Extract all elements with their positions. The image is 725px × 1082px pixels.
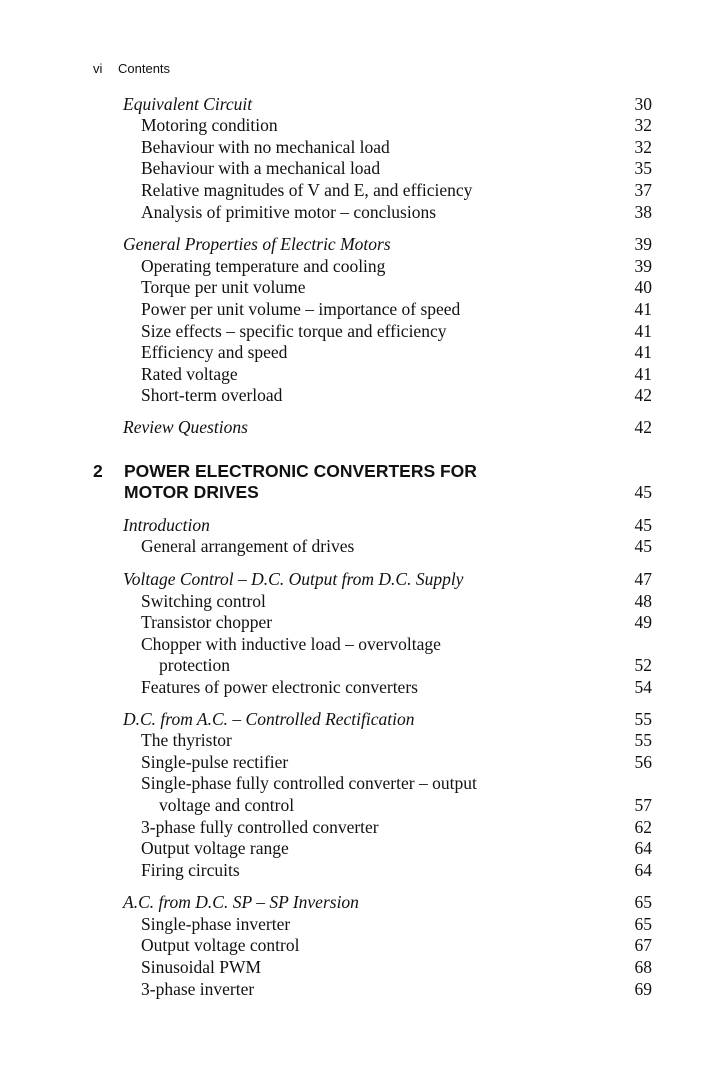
- toc-entry-sub: [0, 298, 725, 320]
- toc-entry-title: Motoring condition: [141, 115, 278, 135]
- toc-entry-title: Firing circuits: [141, 860, 240, 880]
- toc-entry-title: Equivalent Circuit: [123, 94, 253, 114]
- toc-entry-title: The thyristor: [141, 730, 232, 750]
- toc-entry-sub: [0, 934, 725, 956]
- toc-entry-title: A.C. from D.C. SP – SP Inversion: [123, 892, 359, 912]
- toc-entry-page: 57: [634, 795, 652, 815]
- toc-entry-page: 62: [634, 817, 652, 837]
- toc-entry-page: 32: [634, 137, 652, 157]
- toc-entry-title: voltage and control: [159, 795, 295, 815]
- toc-entry-title: Analysis of primitive motor – conclusions: [141, 202, 437, 222]
- toc-entry-page: 65: [634, 892, 652, 912]
- toc-entry-sub: [0, 114, 725, 136]
- toc-entry-title: Output voltage range: [141, 838, 289, 858]
- toc-entry-page: 38: [634, 202, 652, 222]
- toc-entry-sub: [0, 179, 725, 201]
- toc-entry-sub: [0, 676, 725, 698]
- toc-entry-page: 56: [634, 752, 652, 772]
- toc-entry-page: 32: [634, 115, 652, 135]
- toc-entry-title: Torque per unit volume: [141, 277, 306, 297]
- toc-entry-title: protection: [159, 655, 230, 675]
- chapter-number: 2: [93, 461, 103, 481]
- toc-entry-title: Chopper with inductive load – overvoltage: [141, 634, 441, 654]
- toc-entry-title: Single-phase fully controlled converter – output: [141, 773, 477, 793]
- toc-entry-title: Power per unit volume – importance of speed: [141, 299, 461, 319]
- toc-entry-page: 42: [634, 385, 652, 405]
- toc-entry-title: D.C. from A.C. – Controlled Rectification: [123, 709, 415, 729]
- toc-entry-title: Output voltage control: [141, 935, 300, 955]
- toc-entry-title: Rated voltage: [141, 364, 238, 384]
- toc-entry-sub: [0, 751, 725, 773]
- toc-entry-sub: [0, 590, 725, 612]
- toc-entry-chapter-cont: [0, 481, 725, 503]
- toc-entry-page: 45: [634, 536, 652, 556]
- toc-entry-title: POWER ELECTRONIC CONVERTERS FOR: [124, 461, 477, 481]
- toc-entry-section: [0, 891, 725, 913]
- toc-entry-sub: [0, 729, 725, 751]
- toc-entry-section: [0, 514, 725, 536]
- toc-entry-page: 39: [634, 256, 652, 276]
- toc-entry-cont: [0, 794, 725, 816]
- page-number: vi: [93, 61, 103, 76]
- toc-entry-page: 41: [634, 342, 652, 362]
- toc-entry-title: General arrangement of drives: [141, 536, 355, 556]
- toc-entry-page: 35: [634, 158, 652, 178]
- toc-entry-sub: [0, 201, 725, 223]
- toc-entry-page: 42: [634, 417, 652, 437]
- running-header: [93, 61, 170, 76]
- toc-entry-sub: [0, 341, 725, 363]
- toc-entry-page: 41: [634, 364, 652, 384]
- toc-entry-title: Behaviour with no mechanical load: [141, 137, 390, 157]
- toc-entry-chapter: [0, 460, 725, 482]
- toc-entry-section: [0, 93, 725, 115]
- toc-entry-sub: [0, 157, 725, 179]
- toc-entry-cont: [0, 654, 725, 676]
- toc-entry-sub: [0, 633, 725, 655]
- toc-entry-sub: [0, 535, 725, 557]
- toc-entry-sub: [0, 859, 725, 881]
- toc-entry-title: 3-phase fully controlled converter: [141, 817, 379, 837]
- toc-entry-title: Size effects – specific torque and efficiency: [141, 321, 447, 341]
- toc-entry-sub: [0, 816, 725, 838]
- toc-entry-section: [0, 416, 725, 438]
- toc-entry-title: Efficiency and speed: [141, 342, 288, 362]
- toc-entry-title: Switching control: [141, 591, 266, 611]
- toc-entry-sub: [0, 255, 725, 277]
- toc-entry-title: Features of power electronic converters: [141, 677, 418, 697]
- toc-entry-sub: [0, 956, 725, 978]
- toc-entry-title: Operating temperature and cooling: [141, 256, 386, 276]
- toc-entry-page: 64: [634, 860, 652, 880]
- toc-entry-sub: [0, 611, 725, 633]
- toc-entry-page: 48: [634, 591, 652, 611]
- toc-entry-page: 65: [634, 914, 652, 934]
- toc-entry-title: Behaviour with a mechanical load: [141, 158, 381, 178]
- toc-entry-section: [0, 233, 725, 255]
- toc-entry-page: 68: [634, 957, 652, 977]
- toc-entry-title: Short-term overload: [141, 385, 283, 405]
- toc-entry-sub: [0, 772, 725, 794]
- toc-entry-page: 67: [634, 935, 652, 955]
- toc-entry-sub: [0, 363, 725, 385]
- toc-entry-sub: [0, 978, 725, 1000]
- toc-entry-title: Transistor chopper: [141, 612, 273, 632]
- toc-entry-title: Sinusoidal PWM: [141, 957, 262, 977]
- toc-entry-title: Relative magnitudes of V and E, and efficiency: [141, 180, 473, 200]
- toc-entry-sub: [0, 136, 725, 158]
- toc-entry-title: Review Questions: [123, 417, 248, 437]
- toc-entry-page: 52: [634, 655, 652, 675]
- toc-entry-section: [0, 568, 725, 590]
- toc-entry-page: 64: [634, 838, 652, 858]
- toc-entry-page: 45: [634, 515, 652, 535]
- toc-entry-page: 45: [634, 482, 652, 502]
- toc-entry-title: General Properties of Electric Motors: [123, 234, 391, 254]
- toc-entry-sub: [0, 913, 725, 935]
- toc-entry-page: 40: [634, 277, 652, 297]
- toc-entry-title: Single-phase inverter: [141, 914, 291, 934]
- toc-entry-page: 55: [634, 730, 652, 750]
- toc-entry-title: Voltage Control – D.C. Output from D.C. Supply: [123, 569, 464, 589]
- toc-entry-sub: [0, 384, 725, 406]
- toc-entry-page: 30: [634, 94, 652, 114]
- toc-entry-page: 55: [634, 709, 652, 729]
- toc-entry-page: 41: [634, 321, 652, 341]
- toc-entry-page: 69: [634, 979, 652, 999]
- running-title: Contents: [118, 61, 171, 76]
- toc-entry-page: 54: [634, 677, 652, 697]
- toc-entry-sub: [0, 276, 725, 298]
- toc-entry-title: MOTOR DRIVES: [124, 482, 259, 502]
- toc-entry-sub: [0, 837, 725, 859]
- toc-entry-title: 3-phase inverter: [141, 979, 255, 999]
- toc-entry-page: 39: [634, 234, 652, 254]
- toc-entry-page: 41: [634, 299, 652, 319]
- toc-entry-page: 47: [634, 569, 652, 589]
- toc-entry-sub: [0, 320, 725, 342]
- toc-entry-page: 37: [634, 180, 652, 200]
- toc-entry-title: Introduction: [123, 515, 210, 535]
- toc-entry-section: [0, 708, 725, 730]
- toc-entry-title: Single-pulse rectifier: [141, 752, 289, 772]
- toc-entry-page: 49: [634, 612, 652, 632]
